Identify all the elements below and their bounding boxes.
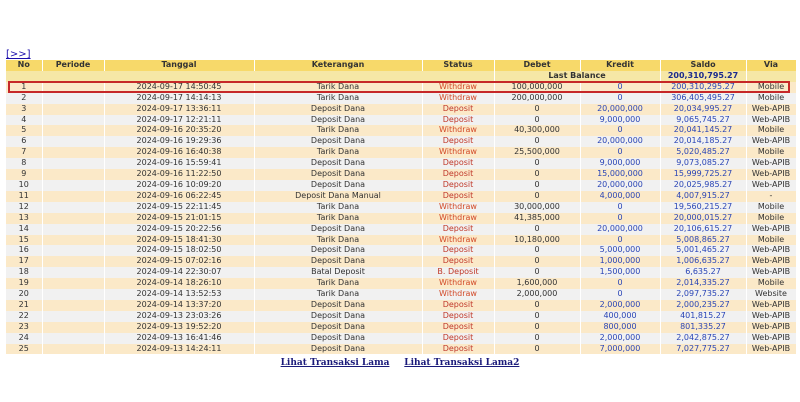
col-header-periode: Periode — [42, 60, 104, 71]
row-keterangan: Tarik Dana — [254, 213, 422, 224]
row-via: Website — [746, 289, 796, 300]
col-header-keterangan: Keterangan — [254, 60, 422, 71]
table-row — [6, 311, 796, 322]
row-via: Web-APIB — [746, 169, 796, 180]
row-via: Web-APIB — [746, 224, 796, 235]
row-kredit: 0 — [580, 202, 660, 213]
row-kredit: 0 — [580, 125, 660, 136]
row-saldo: 9,065,745.27 — [660, 115, 746, 126]
row-debet: 0 — [494, 169, 580, 180]
row-status: B. Deposit — [422, 267, 494, 278]
row-kredit: 20,000,000 — [580, 104, 660, 115]
row-periode — [42, 82, 104, 93]
row-no: 24 — [6, 333, 42, 344]
row-keterangan: Batal Deposit — [254, 267, 422, 278]
row-tanggal: 2024-09-17 13:36:11 — [104, 104, 254, 115]
row-keterangan: Deposit Dana — [254, 180, 422, 191]
row-tanggal: 2024-09-14 13:37:20 — [104, 300, 254, 311]
row-kredit: 0 — [580, 235, 660, 246]
row-status: Deposit — [422, 300, 494, 311]
row-no: 17 — [6, 256, 42, 267]
row-no: 20 — [6, 289, 42, 300]
row-tanggal: 2024-09-14 22:30:07 — [104, 267, 254, 278]
row-debet: 30,000,000 — [494, 202, 580, 213]
table-row — [6, 82, 796, 93]
row-periode — [42, 289, 104, 300]
row-no: 25 — [6, 344, 42, 355]
col-header-saldo: Saldo — [660, 60, 746, 71]
table-row — [6, 125, 796, 136]
row-periode — [42, 202, 104, 213]
row-saldo: 5,020,485.27 — [660, 147, 746, 158]
row-saldo: 20,106,615.27 — [660, 224, 746, 235]
row-debet: 10,180,000 — [494, 235, 580, 246]
row-debet: 0 — [494, 180, 580, 191]
row-periode — [42, 300, 104, 311]
row-no: 21 — [6, 300, 42, 311]
table-row — [6, 104, 796, 115]
row-keterangan: Deposit Dana Manual — [254, 191, 422, 202]
row-periode — [42, 180, 104, 191]
row-kredit: 5,000,000 — [580, 245, 660, 256]
row-periode — [42, 224, 104, 235]
row-kredit: 9,000,000 — [580, 115, 660, 126]
table-row — [6, 191, 796, 202]
row-saldo: 20,041,145.27 — [660, 125, 746, 136]
row-status: Deposit — [422, 322, 494, 333]
row-status: Deposit — [422, 191, 494, 202]
next-page-link[interactable]: [>>] — [6, 49, 31, 60]
row-via: Web-APIB — [746, 300, 796, 311]
row-no: 1 — [6, 82, 42, 93]
row-saldo: 20,034,995.27 — [660, 104, 746, 115]
row-kredit: 7,000,000 — [580, 344, 660, 355]
row-tanggal: 2024-09-16 20:35:20 — [104, 125, 254, 136]
row-keterangan: Deposit Dana — [254, 256, 422, 267]
row-via: Mobile — [746, 278, 796, 289]
table-row — [6, 278, 796, 289]
row-no: 5 — [6, 125, 42, 136]
row-status: Deposit — [422, 224, 494, 235]
row-saldo: 401,815.27 — [660, 311, 746, 322]
row-status: Deposit — [422, 245, 494, 256]
row-status: Deposit — [422, 169, 494, 180]
row-tanggal: 2024-09-16 19:29:36 — [104, 136, 254, 147]
row-status: Withdraw — [422, 82, 494, 93]
row-debet: 0 — [494, 267, 580, 278]
row-status: Withdraw — [422, 278, 494, 289]
row-tanggal: 2024-09-15 21:01:15 — [104, 213, 254, 224]
row-tanggal: 2024-09-17 14:14:13 — [104, 93, 254, 104]
row-periode — [42, 115, 104, 126]
last-balance-value: 200,310,795.27 — [660, 71, 746, 82]
row-tanggal: 2024-09-16 11:22:50 — [104, 169, 254, 180]
row-no: 12 — [6, 202, 42, 213]
row-no: 2 — [6, 93, 42, 104]
row-debet: 0 — [494, 136, 580, 147]
row-via: Web-APIB — [746, 104, 796, 115]
row-no: 10 — [6, 180, 42, 191]
row-kredit: 0 — [580, 213, 660, 224]
row-keterangan: Deposit Dana — [254, 322, 422, 333]
row-keterangan: Deposit Dana — [254, 245, 422, 256]
row-debet: 0 — [494, 115, 580, 126]
table-row — [6, 344, 796, 355]
row-saldo: 5,008,865.27 — [660, 235, 746, 246]
row-periode — [42, 147, 104, 158]
row-tanggal: 2024-09-14 18:26:10 — [104, 278, 254, 289]
row-kredit: 4,000,000 — [580, 191, 660, 202]
row-periode — [42, 93, 104, 104]
row-status: Deposit — [422, 333, 494, 344]
transaction-table — [6, 60, 797, 354]
footer-links — [0, 358, 800, 368]
row-status: Deposit — [422, 344, 494, 355]
row-tanggal: 2024-09-16 10:09:20 — [104, 180, 254, 191]
row-debet: 0 — [494, 322, 580, 333]
row-no: 22 — [6, 311, 42, 322]
row-kredit: 20,000,000 — [580, 136, 660, 147]
col-header-tanggal: Tanggal — [104, 60, 254, 71]
row-tanggal: 2024-09-15 20:22:56 — [104, 224, 254, 235]
table-row — [6, 333, 796, 344]
row-keterangan: Deposit Dana — [254, 224, 422, 235]
row-no: 14 — [6, 224, 42, 235]
row-debet: 0 — [494, 344, 580, 355]
col-header-no: No — [6, 60, 42, 71]
row-via: Web-APIB — [746, 136, 796, 147]
row-keterangan: Tarik Dana — [254, 147, 422, 158]
row-via: Mobile — [746, 213, 796, 224]
row-saldo: 2,097,735.27 — [660, 289, 746, 300]
old-transactions-2-link[interactable]: Lihat Transaksi Lama2 — [404, 358, 520, 368]
row-periode — [42, 104, 104, 115]
col-header-via: Via — [746, 60, 796, 71]
row-keterangan: Deposit Dana — [254, 136, 422, 147]
row-kredit: 0 — [580, 93, 660, 104]
row-kredit: 15,000,000 — [580, 169, 660, 180]
row-saldo: 801,335.27 — [660, 322, 746, 333]
table-row — [6, 136, 796, 147]
table-row — [6, 147, 796, 158]
col-header-status: Status — [422, 60, 494, 71]
row-status: Withdraw — [422, 93, 494, 104]
row-via: Web-APIB — [746, 158, 796, 169]
row-periode — [42, 333, 104, 344]
last-balance-row — [6, 71, 796, 82]
row-status: Deposit — [422, 104, 494, 115]
row-saldo: 7,027,775.27 — [660, 344, 746, 355]
row-debet: 0 — [494, 191, 580, 202]
row-debet: 100,000,000 — [494, 82, 580, 93]
row-kredit: 0 — [580, 278, 660, 289]
row-saldo: 2,000,235.27 — [660, 300, 746, 311]
row-no: 16 — [6, 245, 42, 256]
row-periode — [42, 344, 104, 355]
row-debet: 0 — [494, 104, 580, 115]
row-via: Mobile — [746, 82, 796, 93]
row-periode — [42, 125, 104, 136]
row-keterangan: Deposit Dana — [254, 300, 422, 311]
col-header-debet: Debet — [494, 60, 580, 71]
row-periode — [42, 158, 104, 169]
row-kredit: 20,000,000 — [580, 224, 660, 235]
row-status: Deposit — [422, 256, 494, 267]
row-kredit: 2,000,000 — [580, 333, 660, 344]
row-status: Deposit — [422, 158, 494, 169]
row-keterangan: Deposit Dana — [254, 115, 422, 126]
row-via: Web-APIB — [746, 115, 796, 126]
row-periode — [42, 245, 104, 256]
table-row — [6, 115, 796, 126]
row-saldo: 2,042,875.27 — [660, 333, 746, 344]
last-balance-label: Last Balance — [494, 71, 660, 82]
row-keterangan: Tarik Dana — [254, 82, 422, 93]
row-saldo: 4,007,915.27 — [660, 191, 746, 202]
table-row — [6, 245, 796, 256]
row-kredit: 800,000 — [580, 322, 660, 333]
row-status: Deposit — [422, 311, 494, 322]
row-status: Deposit — [422, 115, 494, 126]
row-periode — [42, 191, 104, 202]
row-debet: 0 — [494, 300, 580, 311]
row-saldo: 20,000,015.27 — [660, 213, 746, 224]
table-row — [6, 224, 796, 235]
row-saldo: 15,999,725.27 — [660, 169, 746, 180]
row-saldo: 200,310,295.27 — [660, 82, 746, 93]
row-tanggal: 2024-09-15 22:11:45 — [104, 202, 254, 213]
table-header-row — [6, 60, 796, 71]
row-tanggal: 2024-09-16 16:40:38 — [104, 147, 254, 158]
row-keterangan: Tarik Dana — [254, 289, 422, 300]
row-status: Withdraw — [422, 147, 494, 158]
row-no: 23 — [6, 322, 42, 333]
row-tanggal: 2024-09-13 19:52:20 — [104, 322, 254, 333]
row-via: Mobile — [746, 202, 796, 213]
row-status: Deposit — [422, 180, 494, 191]
row-periode — [42, 169, 104, 180]
row-saldo: 306,405,495.27 — [660, 93, 746, 104]
row-no: 8 — [6, 158, 42, 169]
row-status: Deposit — [422, 136, 494, 147]
table-row — [6, 235, 796, 246]
row-via: Mobile — [746, 125, 796, 136]
row-kredit: 0 — [580, 82, 660, 93]
row-kredit: 1,500,000 — [580, 267, 660, 278]
row-status: Withdraw — [422, 202, 494, 213]
row-keterangan: Deposit Dana — [254, 333, 422, 344]
row-tanggal: 2024-09-15 18:02:50 — [104, 245, 254, 256]
row-saldo: 2,014,335.27 — [660, 278, 746, 289]
row-debet: 0 — [494, 333, 580, 344]
row-keterangan: Deposit Dana — [254, 311, 422, 322]
row-kredit: 0 — [580, 289, 660, 300]
row-via: Web-APIB — [746, 344, 796, 355]
row-keterangan: Tarik Dana — [254, 235, 422, 246]
row-no: 15 — [6, 235, 42, 246]
table-row — [6, 213, 796, 224]
row-saldo: 9,073,085.27 — [660, 158, 746, 169]
row-periode — [42, 322, 104, 333]
row-via: - — [746, 191, 796, 202]
row-debet: 25,500,000 — [494, 147, 580, 158]
table-row — [6, 267, 796, 278]
row-kredit: 9,000,000 — [580, 158, 660, 169]
row-kredit: 1,000,000 — [580, 256, 660, 267]
table-row — [6, 202, 796, 213]
row-no: 18 — [6, 267, 42, 278]
row-no: 19 — [6, 278, 42, 289]
row-keterangan: Tarik Dana — [254, 278, 422, 289]
row-no: 7 — [6, 147, 42, 158]
row-no: 9 — [6, 169, 42, 180]
row-debet: 2,000,000 — [494, 289, 580, 300]
row-status: Withdraw — [422, 289, 494, 300]
row-debet: 0 — [494, 245, 580, 256]
row-saldo: 20,014,185.27 — [660, 136, 746, 147]
row-debet: 0 — [494, 311, 580, 322]
row-debet: 1,600,000 — [494, 278, 580, 289]
row-saldo: 20,025,985.27 — [660, 180, 746, 191]
row-keterangan: Tarik Dana — [254, 93, 422, 104]
old-transactions-link[interactable]: Lihat Transaksi Lama — [280, 358, 390, 368]
table-row — [6, 158, 796, 169]
row-debet: 0 — [494, 158, 580, 169]
row-status: Withdraw — [422, 213, 494, 224]
row-kredit: 0 — [580, 147, 660, 158]
row-via: Mobile — [746, 235, 796, 246]
row-via: Web-APIB — [746, 267, 796, 278]
row-via: Mobile — [746, 93, 796, 104]
row-saldo: 1,006,635.27 — [660, 256, 746, 267]
table-row — [6, 256, 796, 267]
row-via: Web-APIB — [746, 180, 796, 191]
row-tanggal: 2024-09-13 14:24:11 — [104, 344, 254, 355]
table-row — [6, 169, 796, 180]
row-periode — [42, 256, 104, 267]
table-row — [6, 289, 796, 300]
table-row — [6, 322, 796, 333]
row-status: Withdraw — [422, 125, 494, 136]
table-row — [6, 180, 796, 191]
row-saldo: 6,635.27 — [660, 267, 746, 278]
row-tanggal: 2024-09-17 12:21:11 — [104, 115, 254, 126]
row-periode — [42, 136, 104, 147]
row-keterangan: Tarik Dana — [254, 125, 422, 136]
row-kredit: 2,000,000 — [580, 300, 660, 311]
row-saldo: 5,001,465.27 — [660, 245, 746, 256]
row-saldo: 19,560,215.27 — [660, 202, 746, 213]
row-debet: 41,385,000 — [494, 213, 580, 224]
row-no: 3 — [6, 104, 42, 115]
row-via: Mobile — [746, 147, 796, 158]
row-status: Withdraw — [422, 235, 494, 246]
row-no: 11 — [6, 191, 42, 202]
row-keterangan: Deposit Dana — [254, 104, 422, 115]
row-tanggal: 2024-09-15 18:41:30 — [104, 235, 254, 246]
table-row — [6, 93, 796, 104]
row-via: Web-APIB — [746, 311, 796, 322]
row-debet: 40,300,000 — [494, 125, 580, 136]
row-periode — [42, 213, 104, 224]
row-keterangan: Deposit Dana — [254, 344, 422, 355]
row-keterangan: Deposit Dana — [254, 169, 422, 180]
row-debet: 200,000,000 — [494, 93, 580, 104]
row-tanggal: 2024-09-17 14:50:45 — [104, 82, 254, 93]
row-keterangan: Deposit Dana — [254, 158, 422, 169]
row-tanggal: 2024-09-15 07:02:16 — [104, 256, 254, 267]
row-tanggal: 2024-09-16 06:22:45 — [104, 191, 254, 202]
row-periode — [42, 267, 104, 278]
row-via: Web-APIB — [746, 322, 796, 333]
col-header-kredit: Kredit — [580, 60, 660, 71]
row-via: Web-APIB — [746, 256, 796, 267]
row-keterangan: Tarik Dana — [254, 202, 422, 213]
row-debet: 0 — [494, 256, 580, 267]
row-via: Web-APIB — [746, 333, 796, 344]
row-tanggal: 2024-09-14 13:52:53 — [104, 289, 254, 300]
row-periode — [42, 278, 104, 289]
row-periode — [42, 311, 104, 322]
row-via: Web-APIB — [746, 245, 796, 256]
row-tanggal: 2024-09-16 15:59:41 — [104, 158, 254, 169]
table-row — [6, 300, 796, 311]
row-kredit: 20,000,000 — [580, 180, 660, 191]
row-no: 4 — [6, 115, 42, 126]
row-tanggal: 2024-09-13 16:41:46 — [104, 333, 254, 344]
row-kredit: 400,000 — [580, 311, 660, 322]
row-debet: 0 — [494, 224, 580, 235]
row-no: 13 — [6, 213, 42, 224]
row-periode — [42, 235, 104, 246]
row-tanggal: 2024-09-13 23:03:26 — [104, 311, 254, 322]
row-no: 6 — [6, 136, 42, 147]
